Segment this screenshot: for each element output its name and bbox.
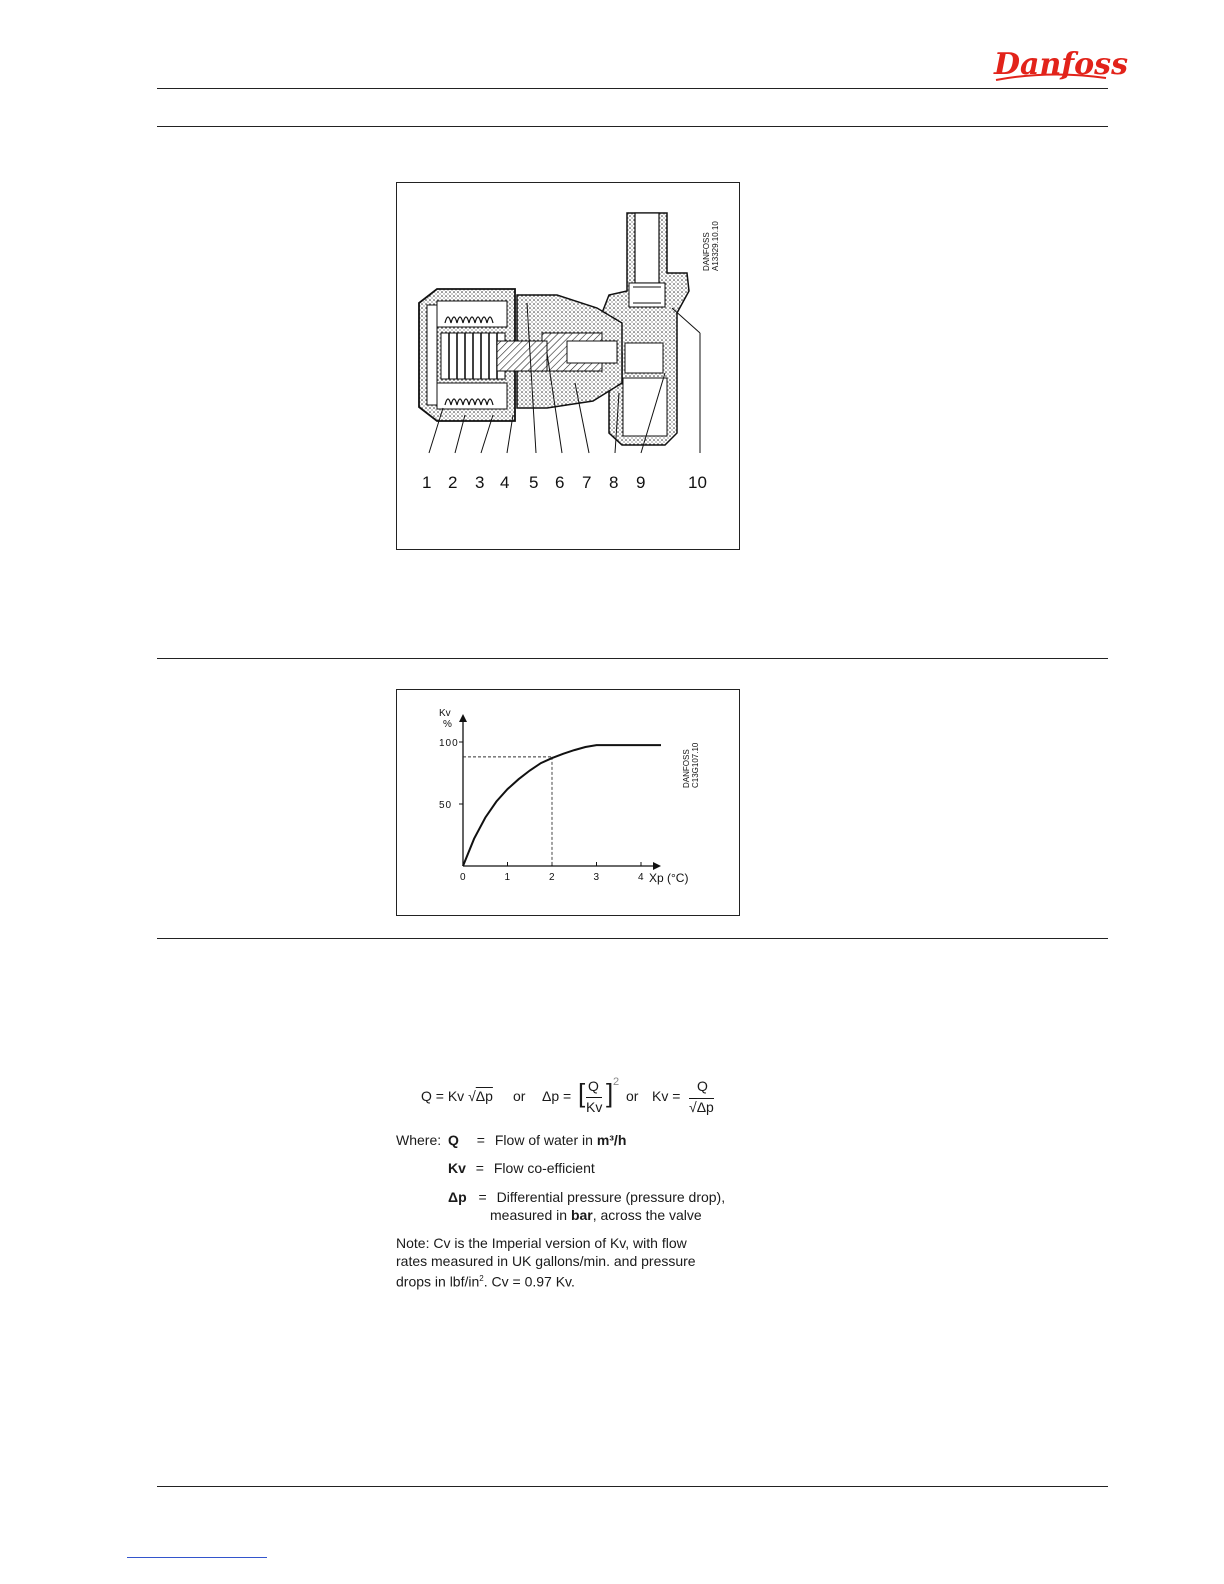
part-number: 5 xyxy=(529,473,539,492)
x-tick-label: 4 xyxy=(638,872,644,883)
section-rule-1 xyxy=(157,658,1108,659)
part-number: 3 xyxy=(475,473,485,492)
part-number: 4 xyxy=(500,473,510,492)
figure2-stamp-line2: C13G107.10 xyxy=(691,742,700,788)
kv-chart-figure xyxy=(396,689,740,916)
where-unit-q: m³/h xyxy=(596,1132,627,1148)
figure2-stamp-line1: DANFOSS xyxy=(682,749,691,788)
note-line1: Note: Cv is the Imperial version of Kv, with flow xyxy=(396,1235,687,1251)
valve-cross-section-figure xyxy=(396,182,740,550)
eq1-left: Q = Kv xyxy=(421,1088,469,1104)
where-row-kv: Kv = Flow co-efficient xyxy=(448,1160,595,1176)
formula-or-2: or xyxy=(626,1088,639,1104)
where-sym-dp: Δp xyxy=(448,1189,467,1205)
x-axis-arrow xyxy=(653,862,661,870)
part-number: 1 xyxy=(422,473,432,492)
where-sym-q: Q xyxy=(448,1132,459,1148)
kv-curve xyxy=(463,745,661,866)
section-rule-2 xyxy=(157,938,1108,939)
where-label: Where: xyxy=(396,1132,442,1148)
chart-layer xyxy=(439,714,661,883)
where-row-q: Where: Q = Flow of water in m³/h xyxy=(396,1132,627,1148)
where-sym-kv: Kv xyxy=(448,1160,466,1176)
y-axis-label: Kv xyxy=(439,708,451,719)
header-rule-1 xyxy=(157,88,1108,89)
x-tick-label: 2 xyxy=(549,872,555,883)
formula-eq3-left: Kv = xyxy=(652,1088,681,1104)
eq1-sqrt-arg: Δp xyxy=(475,1088,493,1104)
x-axis-label: Xp (°C) xyxy=(649,871,689,885)
part-number: 2 xyxy=(448,473,458,492)
formula-eq2-num: Q xyxy=(588,1078,599,1094)
x-tick-label: 1 xyxy=(504,872,511,883)
figure1-stamp-line2: A13329.10.10 xyxy=(711,221,720,271)
formula-eq2-den: Kv xyxy=(586,1099,603,1115)
part-number: 6 xyxy=(555,473,565,492)
part-number: 8 xyxy=(609,473,619,492)
part-number: 9 xyxy=(636,473,646,492)
danfoss-logo xyxy=(990,40,1128,88)
formula-or-1: or xyxy=(513,1088,526,1104)
part-number: 7 xyxy=(582,473,592,492)
formula-eq3-num: Q xyxy=(697,1078,708,1094)
cv-note xyxy=(396,1234,736,1291)
note-line3: drops in lbf/$in^2$. Cv = 0.97 Kv. xyxy=(396,1273,575,1290)
formula-eq2-exp: 2 xyxy=(613,1076,620,1088)
eq1-sqrt-sign: √ xyxy=(468,1088,476,1104)
logo-text: Danfoss xyxy=(994,47,1128,82)
kv-chart xyxy=(397,690,739,915)
formula-eq3-den: √Δp xyxy=(689,1099,714,1115)
figure1-stamp-line1: DANFOSS xyxy=(702,232,711,271)
y-axis-unit: % xyxy=(443,719,452,730)
x-tick-label: 3 xyxy=(593,872,600,883)
formula-eq2-left: Δp = xyxy=(542,1088,572,1104)
footer-rule xyxy=(157,1486,1108,1487)
where-row-dp-line2: measured in bar, across the valve xyxy=(490,1207,702,1223)
note-line2: rates measured in UK gallons/min. and pressure xyxy=(396,1253,696,1269)
y-axis-arrow xyxy=(459,714,467,722)
part-number: 10 xyxy=(688,473,707,492)
y-tick-label: 100 xyxy=(439,738,459,749)
x-tick-label: 0 xyxy=(460,872,466,883)
valve-drawing xyxy=(397,183,739,549)
y-tick-label: 50 xyxy=(439,800,453,811)
footer-link-underline[interactable] xyxy=(127,1557,267,1558)
where-row-dp: Δp = Differential pressure (pressure drop), xyxy=(448,1189,726,1205)
formula-eq1 xyxy=(421,1088,493,1104)
header-rule-2 xyxy=(157,126,1108,127)
